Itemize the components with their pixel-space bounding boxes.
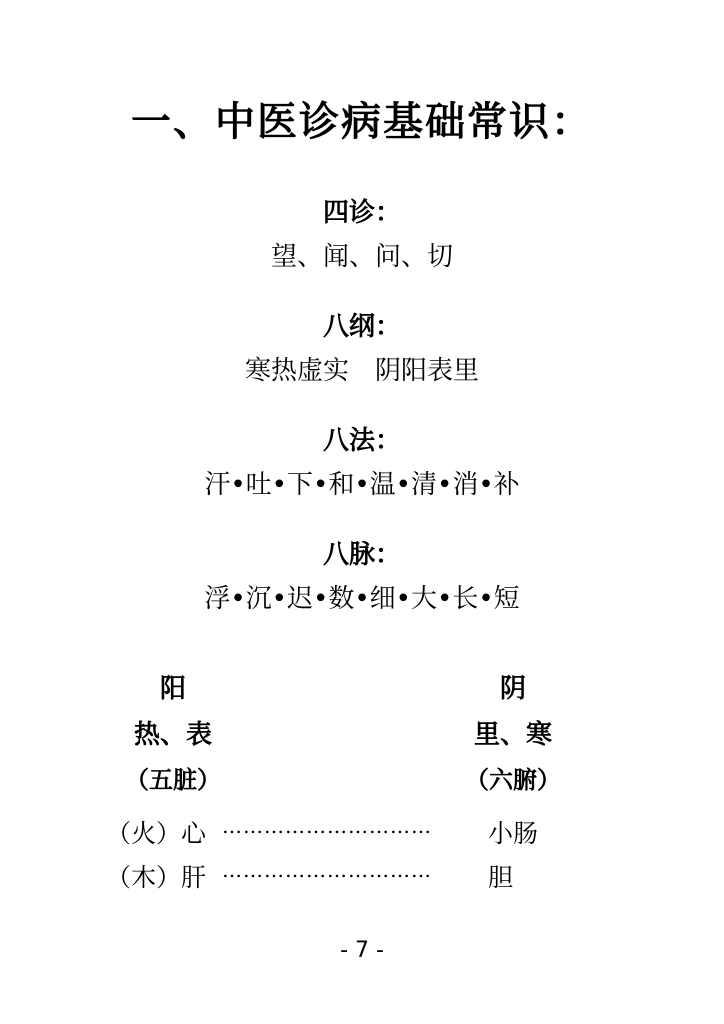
section-heading-bamai: 八脉：	[322, 540, 401, 570]
pair-right-gallbladder: 胆	[488, 863, 514, 892]
pair-leader-liver: …………………………	[222, 858, 432, 882]
section-heading-bagang: 八纲：	[322, 312, 401, 342]
pair-left-heart: （火）心	[106, 819, 207, 848]
section-content-bafa: 汗•吐•下•和•温•清•消•补	[204, 470, 520, 500]
column-left-title: 阳	[159, 674, 186, 704]
pair-right-small-intestine: 小肠	[488, 819, 539, 848]
section-content-bamai: 浮•沉•迟•数•细•大•长•短	[204, 584, 520, 614]
column-left-subtitle: 热、表	[133, 720, 212, 750]
pair-leader-heart: …………………………	[222, 814, 432, 838]
page-title: 一、中医诊病基础常识：	[131, 99, 593, 145]
column-right-subtitle: 里、寒	[473, 720, 552, 750]
column-left-group: （五脏）	[125, 766, 221, 794]
section-content-bagang: 寒热虚实 阴阳表里	[244, 356, 479, 386]
column-right-title: 阴	[499, 674, 526, 704]
column-right-group: （六腑）	[465, 766, 561, 794]
page-number: - 7 -	[340, 938, 384, 963]
pair-left-liver: （木）肝	[106, 863, 207, 892]
section-heading-sizhen: 四诊：	[322, 198, 401, 228]
section-heading-bafa: 八法：	[322, 426, 401, 456]
section-content-sizhen: 望、闻、问、切	[270, 242, 453, 272]
